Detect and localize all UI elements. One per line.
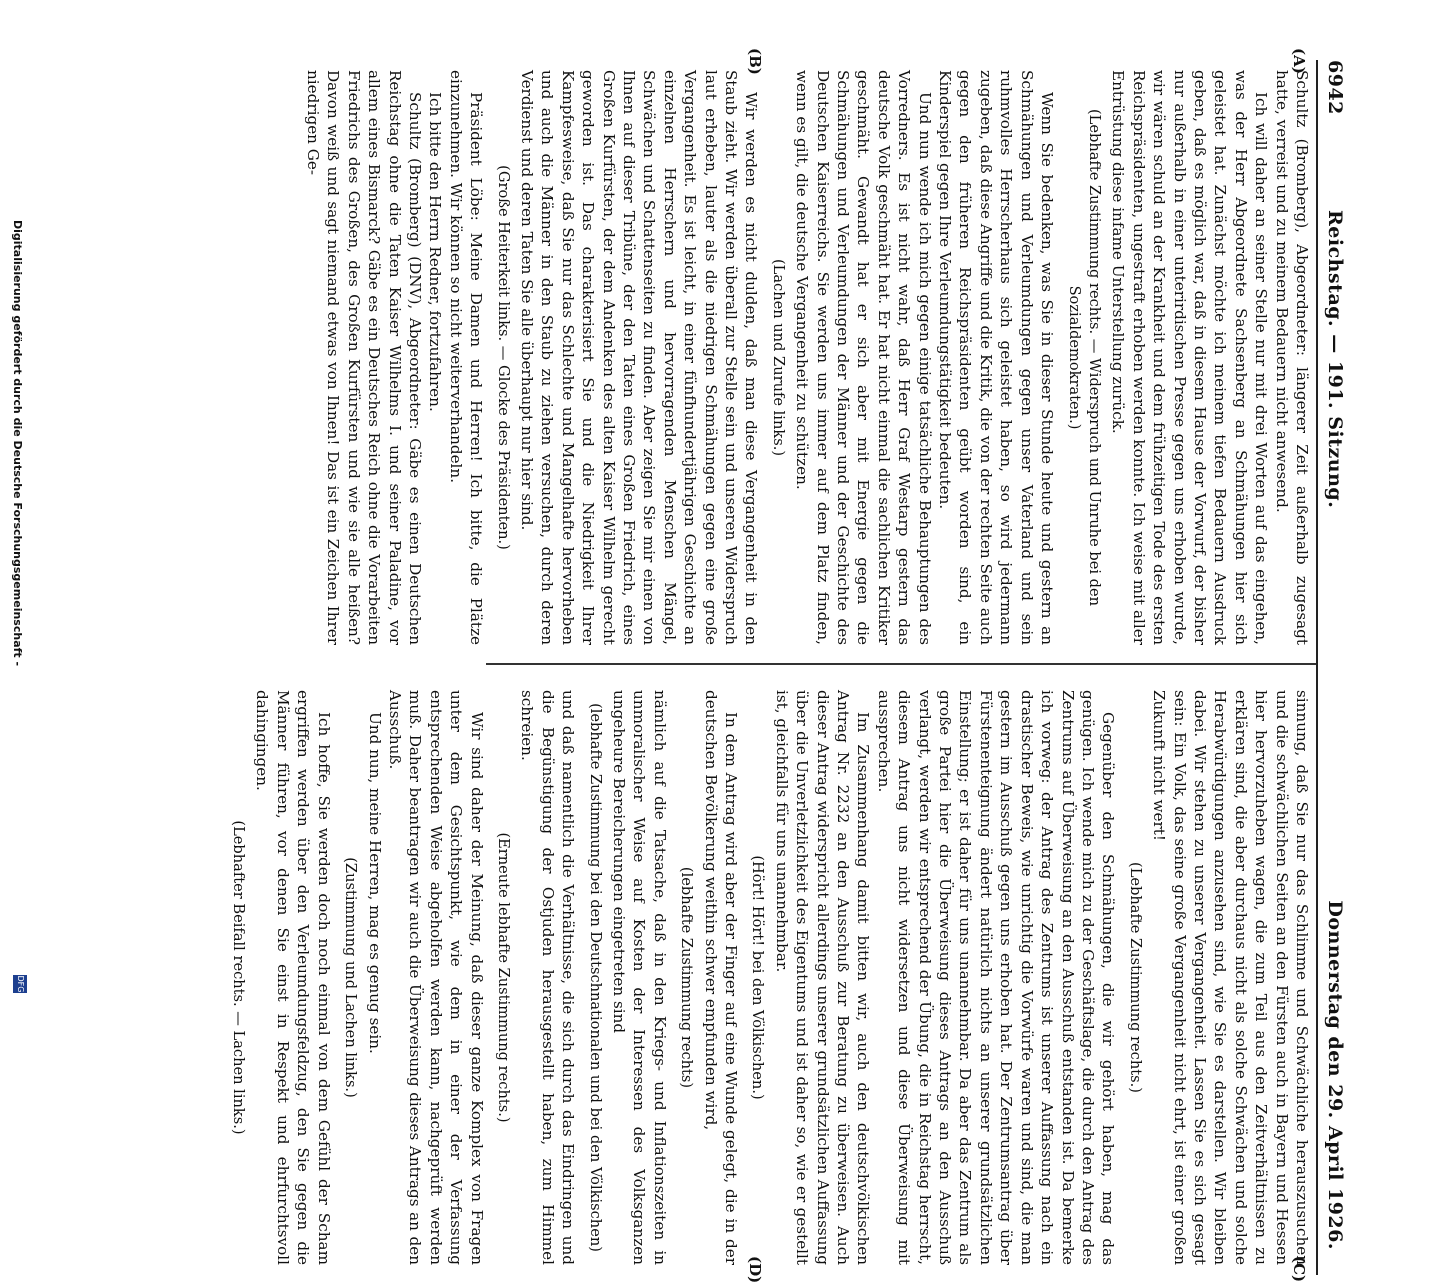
left-column [303, 70, 1313, 645]
stage-direction: (Große Heiterkeit links. — Glocke des Präsidenten.) [494, 165, 512, 550]
paragraph: Ich will daher an seiner Stelle nur mit drei Worten auf das eingehen, was der Herr Abgeordnete Sachsenberg an Schmähungen hier sich geleistet hat. Zunächst möchte ich meinem tiefen Bedauern Ausdruck geben, daß es möglich war, daß in diesem Hause der Vorwurf, der bisher nur außerhalb in einer unterirdischen Presse gegen uns erhoben wurde, wir wären schuld an der Krankheit und dem frühzeitigen Tode des ersten Reichspräsidenten, ungestraft erhoben werden konnte. Ich weise mit aller Entrüstung diese infame Unterstellung zurück. [1109, 70, 1271, 645]
stage-direction: (Lebhafte Zustimmung rechts. — Widerspruch und Unruhe bei den Sozialdemokraten.) [1065, 108, 1103, 607]
paragraph: nämlich auf die Tatsache, daß in den Kriegs- und Inflationszeiten in unmoralischer Weise auf Kosten der Interessen des Volksganzen ungeheure Bereicherungen eingetreten sind [610, 690, 669, 1265]
header-rule [1316, 60, 1318, 1275]
paragraph: In dem Antrag wird aber der Finger auf eine Wunde gelegt, die in der deutschen Bevölkerung weithin schwer empfunden wird, [701, 690, 741, 1265]
dfg-logo: DFG [13, 975, 27, 993]
paragraph: sinnung, daß Sie nur das Schlimme und Schwächliche herauszusuchen und die schwächlichen Seiten an den Fürsten auch in Bayern und Hessen hier hervorzuheben wagen, die zum Teil aus den Zeitverhältnissen zu erklären sind, die aber durchaus nicht als solche Schwächen und solche Herabwürdigungen anzusehen sind, wie Sie es darstellen. Wir bleiben dabei. Wir stehen zu unserer Vergangenheit. Lassen Sie es sich gesagt sein: Ein Volk, das seine große Vergangenheit nicht ehrt, ist einer großen Zukunft nicht wert! [1150, 690, 1311, 1265]
paragraph: Präsident Löbe: Meine Damen und Herren! Ich bitte, die Plätze einzunehmen. Wir können so nicht weiterverhandeln. [446, 70, 486, 645]
stage-direction: (Zustimmung und Lachen links.) [342, 857, 360, 1098]
session-date: Donnerstag den 29. April 1926. [1324, 900, 1346, 1250]
paragraph: und daß namentlich die Verhältnisse, die sich durch das Eindringen und die Begünstigung der Ostjuden herausgestellt haben, zum Himmel schreien. [518, 690, 578, 1265]
stage-direction: (Lebhafter Beifall rechts. — Lachen links.) [230, 820, 248, 1135]
digitization-credit: Digitalisierung gefördert durch die Deutsche Forschungsgemeinschaft - [11, 220, 24, 667]
paragraph: Ich bitte den Herrn Redner, fortzufahren. [426, 92, 445, 412]
stage-direction: (Hört! Hört! bei den Völkischen.) [749, 855, 767, 1100]
paragraph: Wir sind daher der Meinung, daß dieser ganze Komplex von Fragen unter dem Gesichtspunkt, wie dem in einer der Verfassung entsprechenden Weise abgeholfen werden kann, nachgeprüft werden muß. Daher beantragen wir auch die Überweisung dieses Antrags an den Ausschuß. [385, 690, 486, 1265]
stage-direction: (lebhafte Zustimmung bei den Deutschnationalen und bei den Völkischen) [586, 703, 604, 1252]
margin-mark-d: (D) [746, 1256, 764, 1283]
right-column [222, 690, 1312, 1265]
paragraph: Ich hoffe, Sie werden doch noch einmal von dem Gefühl der Scham ergriffen werden über den Verleumdungsfeldzug, den Sie gegen die Männer führen, vor denen Sie einst in Respekt und ehrfurchtsvoll dahingingen. [253, 690, 333, 1265]
margin-mark-c: (C) [1290, 1256, 1308, 1283]
paragraph: Und nun wende ich mich gegen einige tatsächliche Behauptungen des Vorredners. Es ist nicht wahr, daß Herr Graf Westarp gestern das deutsche Volk geschmäht hat. Er hat nicht einmal die sachlichen Kritiker geschmäht. Gewandt hat er sich aber mit Energie gegen die Schmähungen und Verleumdungen der Männer und der Geschichte des Deutschen Kaiserreichs. Sie werden uns immer auf dem Platz finden, wenn es gilt, die deutsche Vergangenheit zu schützen. [793, 70, 934, 645]
paragraph: Gegenüber den Schmähungen, die wir gehört haben, mag das genügen. Ich wende mich zu der Geschäftslage, die durch den Antrag des Zentrums auf Überweisung an den Ausschuß entstanden ist. Da bemerke ich vorweg: der Antrag des Zentrums ist unserer Auffassung nach ein drastischer Beweis, wie unrichtig die Vorwürfe waren und sind, die man gestern im Ausschuß gegen uns erhoben hat. Der Zentrumsantrag über Fürstenenteignung ändert natürlich nichts an unserer grundsätzlichen Einstellung; er ist daher für uns unannehmbar. Da aber das Zentrum als große Partei hier die Überweisung dieses Antrags an den Ausschuß verlangt, werden wir entsprechend der Übung, die in Reichstag herrscht, diesem Antrag uns nicht widersetzen und diese Überweisung mit aussprechen. [874, 690, 1118, 1265]
stage-direction: (Lebhafte Zustimmung rechts.) [1126, 862, 1144, 1093]
margin-mark-b: (B) [746, 48, 764, 75]
paragraph: Und nun, meine Herren, mag es genug sein. [365, 712, 384, 1054]
session-title: Reichstag. — 191. Sitzung. [1324, 210, 1346, 509]
paragraph: Im Zusammenhang damit bitten wir, auch den deutschvölkischen Antrag Nr. 2232 an den Ausschuß zur Beratung zu überweisen. Auch dieser Antrag widerspricht allerdings unserer grundsätzlichen Auffassung über die Unverletzlichkeit des Eigentums und ist daher so, wie er gestellt ist, gleichfalls für uns unannehmbar. [772, 690, 873, 1265]
paragraph: Schultz (Bromberg), Abgeordneter: längerer Zeit außerhalb zugesagt hatte, verreist und zu meinem Bedauern nicht anwesend. [1272, 70, 1311, 645]
stage-direction: (lebhafte Zustimmung rechts) [678, 866, 696, 1089]
margin-mark-a: (A) [1290, 48, 1308, 74]
page-number: 6942 [1324, 60, 1346, 115]
column-divider [486, 663, 1316, 665]
paragraph: Wir werden es nicht dulden, daß man diese Vergangenheit in den Staub zieht. Wir werden überall zur Stelle sein und unseren Widerspruch laut erheben, lauter als die niedrigen Schmähungen gegen eine große Vergangenheit. Es ist leicht, in einer fünfhundertjährigen Geschichte an einzelnen Herrschern und hervorragenden Menschen Mängel, Schwächen und Schattenseiten zu finden. Aber zeigen Sie mir einen von Ihnen auf dieser Tribüne, der den Taten eines Großen Friedrich, eines Großen Kurfürsten, der dem Andenken des alten Kaiser Wilhelm gerecht geworden ist. Das charakterisiert Sie und die Niedrigkeit Ihrer Kampfesweise, daß Sie nur das Schlechte und Mangelhafte hervorheben und auch die Männer in den Staub zu ziehen versuchen, durch deren Verdienst und deren Taten Sie alle überhaupt nur hier sind. [517, 70, 761, 645]
stage-direction: (Erneute lebhafte Zustimmung rechts.) [494, 832, 512, 1123]
paragraph: Schultz (Bromberg) (DNV), Abgeordneter: Gäbe es einen Deutschen Reichstag ohne die Taten Kaiser Wilhelms I. und seiner Paladine, vor allem eines Bismarck? Gäbe es ein Deutsches Reich ohne die Vorarbeiten Friedrichs des Großen, des Großen Kurfürsten und wie sie alle heißen? Davon weiß und sagt niemand etwas von Ihnen! Das ist ein Zeichen Ihrer niedrigen Ge- [303, 70, 424, 645]
paragraph: Wenn Sie bedenken, was Sie in dieser Stunde heute und gestern an Schmähungen und Verleumdungen gegen unser Vaterland und sein ruhmvolles Herrscherhaus sich geleistet haben, so wird jedermann zugeben, daß diese Angriffe und die Kritik, die von der rechten Seite auch gegen den früheren Reichspräsidenten geübt worden sind, ein Kinderspiel gegen Ihre Verleumdungstätigkeit bedeuten. [936, 70, 1057, 645]
page-header [1320, 60, 1346, 1270]
stage-direction: (Lachen und Zurufe links.) [769, 258, 787, 457]
